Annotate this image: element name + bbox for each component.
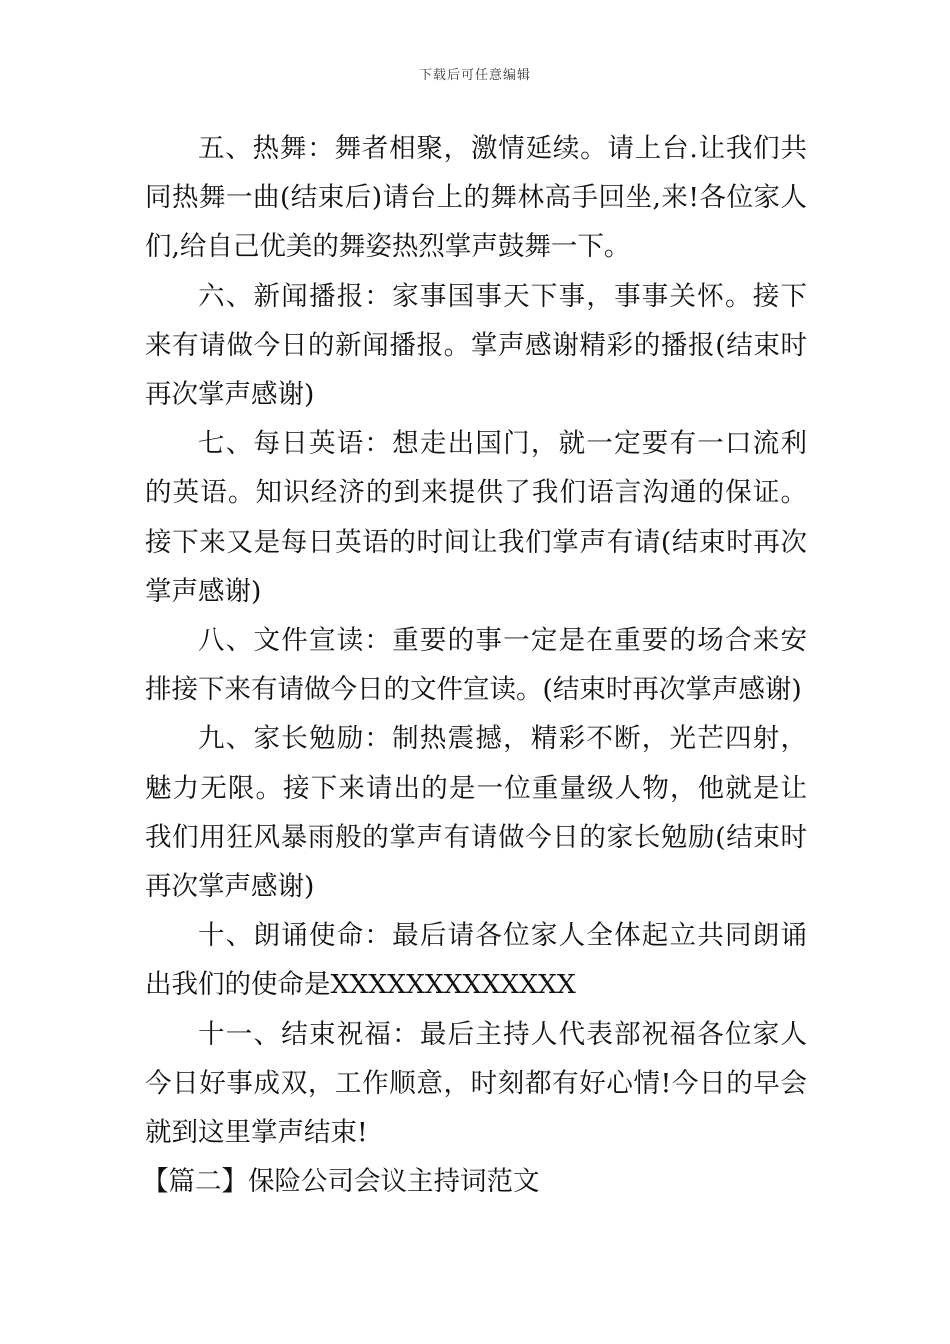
paragraph-document-reading: 八、文件宣读：重要的事一定是在重要的场合来安排接下来有请做今日的文件宣读。(结束时再次掌声感谢) — [145, 625, 807, 706]
page-header-note: 下载后可任意编辑 — [418, 68, 531, 83]
paragraph-news-broadcast: 六、新闻播报：家事国事天下事，事事关怀。接下来有请做今日的新闻播报。掌声感谢精彩的播报(结束时再次掌声感谢) — [145, 280, 807, 411]
paragraph-parent-encouragement: 九、家长勉励：制热震撼，精彩不断，光芒四射，魅力无限。接下来请出的是一位重量级人物，他就是让我们用狂风暴雨般的掌声有请做今日的家长勉励(结束时再次掌声感谢) — [145, 723, 807, 903]
paragraph-mission-recitation: 十、朗诵使命：最后请各位家人全体起立共同朗诵出我们的使命是XXXXXXXXXXXXX — [145, 920, 807, 1001]
paragraph-daily-english: 七、每日英语：想走出国门，就一定要有一口流利的英语。知识经济的到来提供了我们语言沟通的保证。接下来又是每日英语的时间让我们掌声有请(结束时再次掌声感谢) — [145, 428, 807, 607]
paragraph-closing-blessing: 十一、结束祝福：最后主持人代表部祝福各位家人今日好事成双，工作顺意，时刻都有好心情!今日的早会就到这里掌声结束! — [145, 1018, 807, 1149]
document-body — [142, 124, 807, 1206]
paragraph-hot-dance: 五、热舞：舞者相聚，激情延续。请上台.让我们共同热舞一曲(结束后)请台上的舞林高手回坐,来!各位家人们,给自己优美的舞姿热烈掌声鼓舞一下。 — [145, 133, 807, 263]
section-title: 【篇二】保险公司会议主持词范文 — [142, 1166, 540, 1198]
